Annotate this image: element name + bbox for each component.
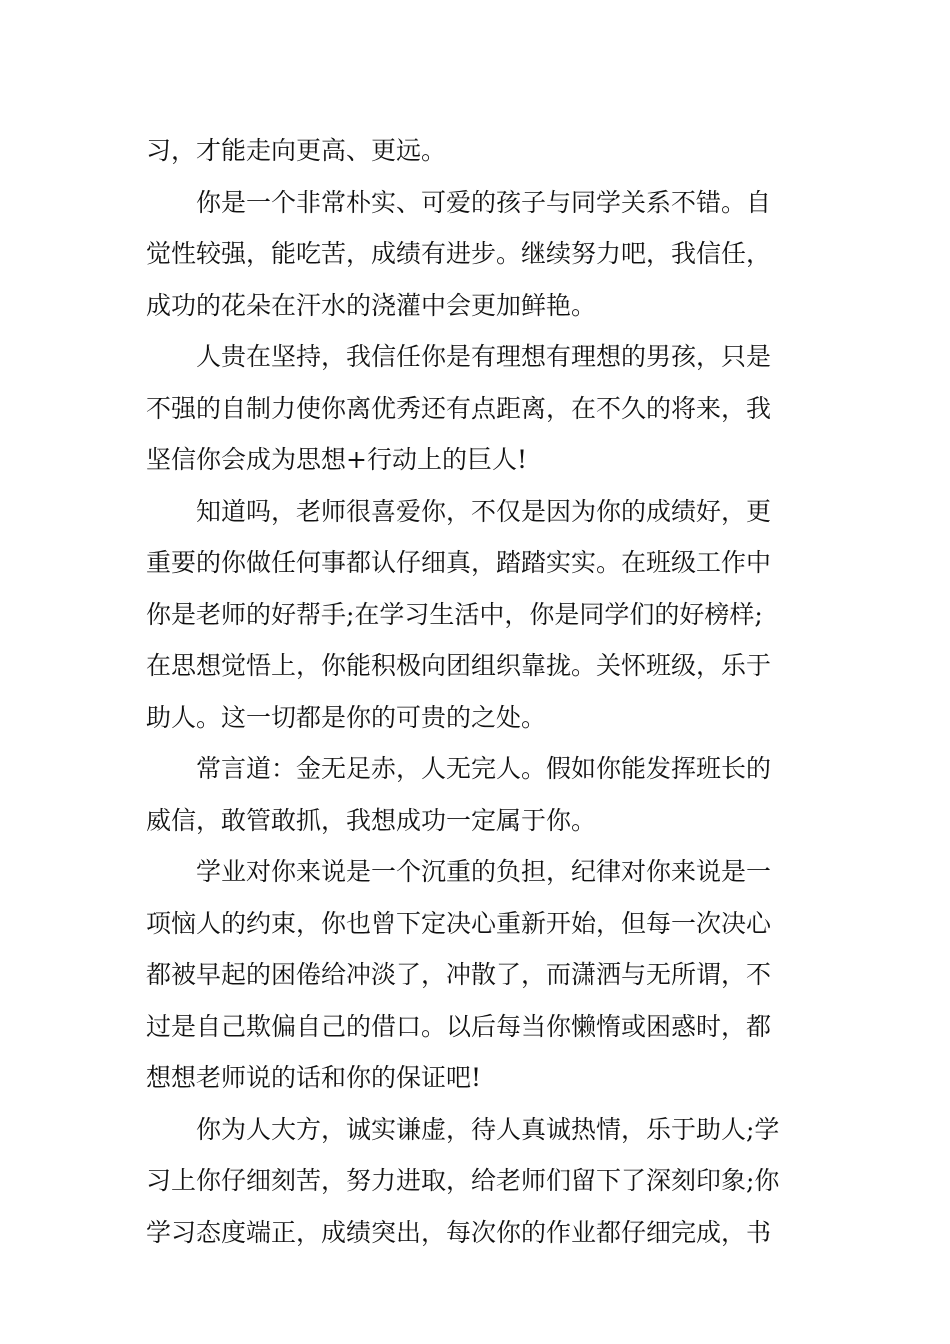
text-line: 重要的你做任何事都认仔细真，踏踏实实。在班级工作中 [146,548,772,577]
text-line: 成功的花朵在汗水的浇灌中会更加鲜艳。 [146,290,597,320]
text-line: 学业对你来说是一个沉重的负担，纪律对你来说是一 [196,857,772,886]
text-line: 想想老师说的话和你的保证吧! [146,1063,482,1092]
text-line: 项恼人的约束，你也曾下定决心重新开始，但每一次决心 [146,908,772,938]
text-line: 不强的自制力使你离优秀还有点距离，在不久的将来，我 [146,393,772,423]
text-line: 觉性较强，能吃苦，成绩有进步。继续努力吧，我信任， [146,239,772,268]
text-line: 学习态度端正，成绩突出，每次你的作业都仔细完成，书 [146,1217,772,1247]
text-line: 过是自己欺偏自己的借口。以后每当你懒惰或困惑时，都 [146,1011,772,1041]
text-line: 常言道：金无足赤，人无完人。假如你能发挥班长的 [196,754,772,783]
text-line: 习，才能走向更高、更远。 [146,136,447,165]
text-line: 助人。这一切都是你的可贵的之处。 [146,702,547,732]
document-body [146,125,811,1258]
text-line: 你是一个非常朴实、可爱的孩子与同学关系不错。自 [196,187,772,217]
text-line: 知道吗，老师很喜爱你，不仅是因为你的成绩好，更 [196,496,772,526]
text-line: 习上你仔细刻苦，努力进取，给老师们留下了深刻印象;你 [146,1166,780,1195]
text-line: 在思想觉悟上，你能积极向团组织靠拢。关怀班级，乐于 [146,651,772,680]
text-line: 你是老师的好帮手;在学习生活中，你是同学们的好榜样; [146,599,763,629]
text-line: 你为人大方，诚实谦虚，待人真诚热情，乐于助人;学 [196,1114,780,1144]
text-line: 威信，敢管敢抓，我想成功一定属于你。 [146,805,597,835]
text-line: 坚信你会成为思想+行动上的巨人! [146,445,527,474]
text-line: 人贵在坚持，我信任你是有理想有理想的男孩，只是 [196,342,772,371]
text-line: 都被早起的困倦给冲淡了，冲散了，而潇洒与无所谓，不 [146,960,772,989]
